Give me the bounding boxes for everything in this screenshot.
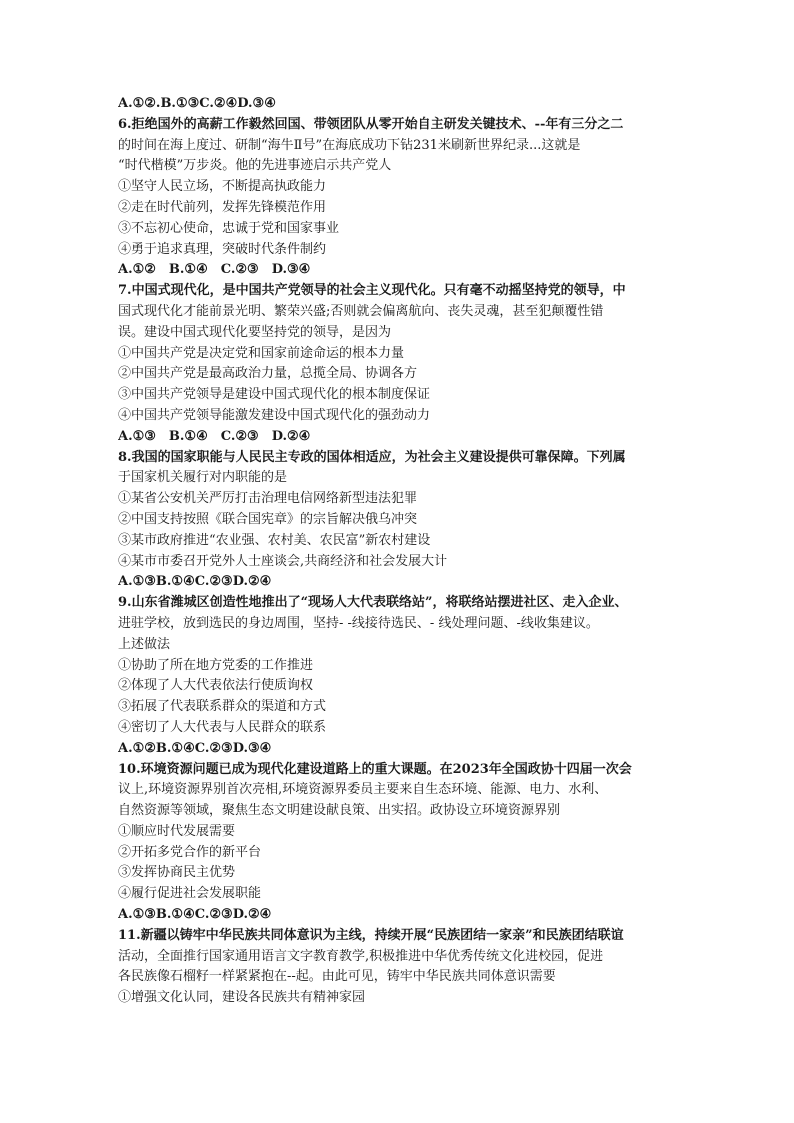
text-line: “时代楷模”万步炎。他的先进事迹启示共产党人 [118,158,392,174]
question-stem-line: 7.中国式现代化，是中国共产党领导的社会主义现代化。只有毫不动摇坚持党的领导，中 [118,283,626,299]
text-line: 进驻学校，放到选民的身边周围，坚持- -线接待选民、- 线处理问题、-线收集建议。 [118,615,599,631]
text-line: 上述做法 [118,636,171,652]
question-stem-line: 8.我国的国家职能与人民民主专政的国体相适应，为社会主义建设提供可靠保障。下列属 [118,449,626,465]
text-line: ②中国支持按照《联合国宪章》的宗旨解决俄乌冲突 [118,511,418,527]
text-line: 误。建设中国式现代化要坚持党的领导，是因为 [118,324,392,340]
text-line: ④中国共产党领导能激发建设中国式现代化的强劲动力 [118,407,431,423]
text-line: ④某市市委召开党外人士座谈会,共商经济和社会发展大计 [118,553,448,569]
text-line: ④履行促进社会发展职能 [118,886,262,902]
text-line: 于国家机关履行对内职能的是 [118,470,288,486]
text-line: ②中国共产党是最高政治力量，总揽全局、协调各方 [118,366,418,382]
text-line: ②走在时代前列，发挥先锋模范作用 [118,199,327,215]
text-line: ③某市政府推进“农业强、农村美、农民富”新农村建设 [118,532,431,548]
question-stem-line: 10.环境资源问题已成为现代化建设道路上的重大课题。在2023年全国政协十四届一次会 [118,761,632,777]
text-line: ①中国共产党是决定党和国家前途命运的根本力量 [118,345,405,361]
text-line: ③发挥协商民主优势 [118,865,236,881]
question-text-block [118,94,678,1009]
text-line: ①顺应时代发展需要 [118,823,236,839]
answer-choices-line: A.①②B.①④C.②③D.③④ [118,740,272,756]
question-stem-line: 6.拒绝国外的高薪工作毅然回国、带领团队从零开始自主研发关键技术、--年有三分之二 [118,116,624,132]
text-line: ①增强文化认同，建设各民族共有精神家园 [118,990,366,1006]
text-line: ①协助了所在地方党委的工作推进 [118,657,314,673]
text-line: ①某省公安机关严厉打击治理电信网络新型违法犯罪 [118,491,418,507]
text-line: ③拓展了代表联系群众的渠道和方式 [118,699,327,715]
text-line: 各民族像石榴籽一样紧紧抱在--起。由此可见，铸牢中华民族共同体意识需要 [118,969,556,985]
text-line: ②开拓多党合作的新平台 [118,844,262,860]
text-line: ④密切了人大代表与人民群众的联系 [118,719,327,735]
text-line: ③中国共产党领导是建设中国式现代化的根本制度保证 [118,387,431,403]
text-line: ①坚守人民立场，不断提高执政能力 [118,179,327,195]
text-line: 活动，全面推行国家通用语言文字教育教学,积极推进中华优秀传统文化进校园，促进 [118,948,604,964]
text-line: ②体现了人大代表依法行使质询权 [118,678,314,694]
answer-choices-line: A.①②.B.①③C.②④D.③④ [118,96,276,111]
text-line: 国式现代化才能前景光明、繁荣兴盛;否则就会偏离航向、丧失灵魂，甚至犯颠覆性错 [118,303,604,319]
text-line: ④勇于追求真理，突破时代条件制约 [118,241,327,257]
text-line: ③不忘初心使命，忠诚于党和国家事业 [118,220,340,236]
text-line: 议上,环境资源界别首次亮相,环境资源界委员主要来自生态环境、能源、电力、水利、 [118,782,608,798]
answer-choices-line: A.①② B.①④ C.②③ D.③④ [118,262,311,278]
question-stem-line: 11.新疆以铸牢中华民族共同体意识为主线，持续开展“民族团结一家亲”和民族团结联谊 [118,927,624,943]
question-stem-line: 9.山东省潍城区创造性地推出了“现场人大代表联络站”，将联络站摆进社区、走入企业、 [118,595,628,611]
answer-choices-line: A.①③ B.①④ C.②③ D.②④ [118,428,311,444]
answer-choices-line: A.①③B.①④C.②③D.②④ [118,907,272,923]
text-line: 的时间在海上度过、研制“海牛Ⅱ号”在海底成功下钻231米刷新世界纪录...这就是 [118,137,581,153]
answer-choices-line: A.①③B.①④C.②③D.②④ [118,574,272,590]
text-line: 自然资源等领域，聚焦生态文明建设献良策、出实招。政协设立环境资源界别 [118,803,561,819]
